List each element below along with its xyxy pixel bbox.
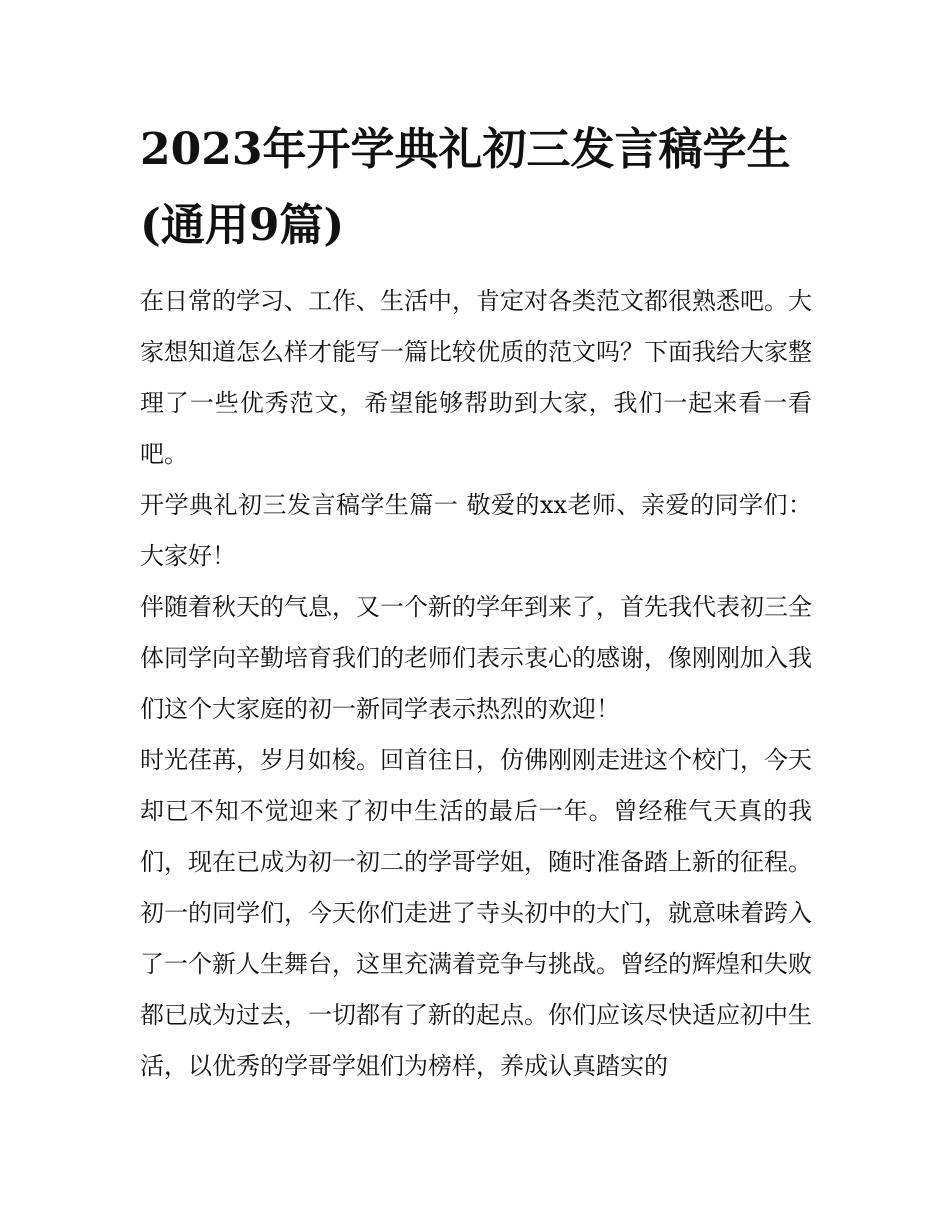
paragraph-intro: 在日常的学习、工作、生活中，肯定对各类范文都很熟悉吧。大家想知道怎么样才能写一篇比较优质的范文吗？下面我给大家整理了一些优秀范文，希望能够帮助到大家，我们一起来看一看吧。 <box>140 287 812 468</box>
document-body <box>140 276 812 1092</box>
document-page <box>140 112 812 1092</box>
paragraph-reflection: 时光荏苒，岁月如梭。回首往日，仿佛刚刚走进这个校门，今天却已不知不觉迎来了初中生活的最后一年。曾经稚气天真的我们，现在已成为初一初二的学哥学姐，随时准备踏上新的征程。初一的同学们，今天你们走进了寺头初中的大门，就意味着跨入了一个新人生舞台，这里充满着竞争与挑战。曾经的辉煌和失败都已成为过去，一切都有了新的起点。你们应该尽快适应初中生活，以优秀的学哥学姐们为榜样，养成认真踏实的 <box>140 746 812 1080</box>
paragraph-welcome: 伴随着秋天的气息，又一个新的学年到来了，首先我代表初三全体同学向辛勤培育我们的老师们表示衷心的感谢，像刚刚加入我们这个大家庭的初一新同学表示热烈的欢迎！ <box>140 593 812 723</box>
document-title: 2023年开学典礼初三发言稿学生(通用9篇) <box>140 124 791 251</box>
paragraph-greeting: 开学典礼初三发言稿学生篇一 敬爱的xx老师、亲爱的同学们： 大家好！ <box>140 491 812 570</box>
